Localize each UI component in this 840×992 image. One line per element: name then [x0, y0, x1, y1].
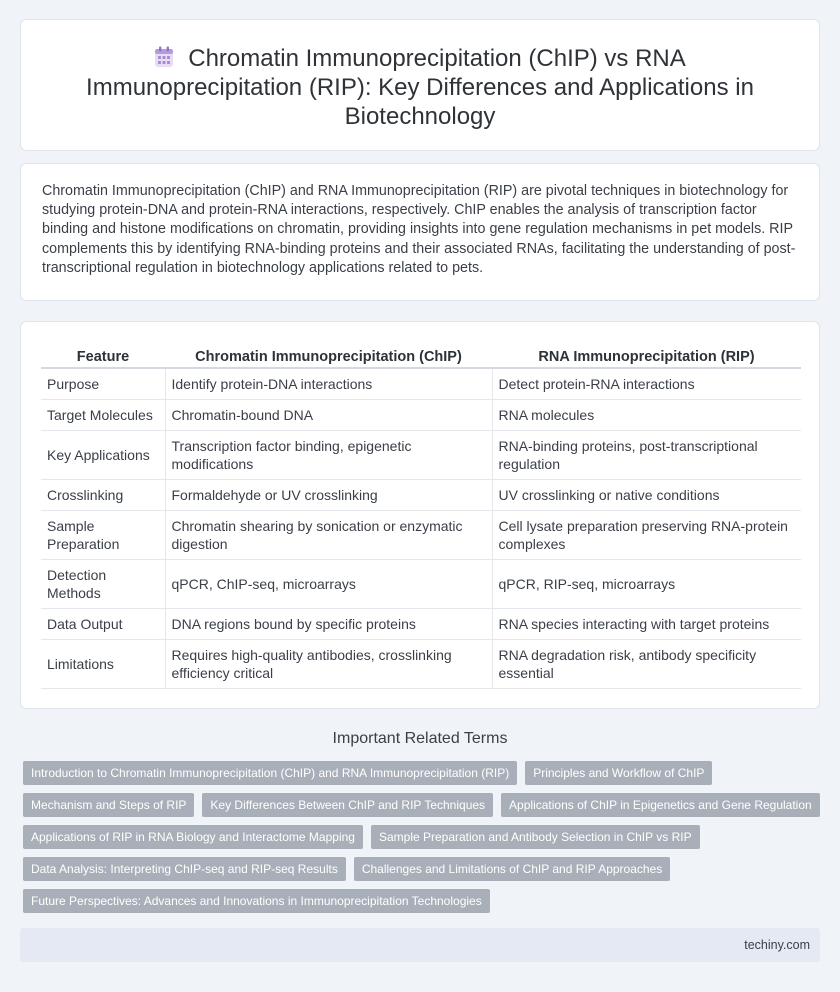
- intro-card: [20, 163, 820, 301]
- related-term-tag[interactable]: Mechanism and Steps of RIP: [23, 793, 194, 817]
- related-term-tag[interactable]: Sample Preparation and Antibody Selection in ChIP vs RIP: [371, 825, 700, 849]
- header-rip: RNA Immunoprecipitation (RIP): [492, 342, 801, 368]
- chip-cell: Chromatin shearing by sonication or enzymatic digestion: [165, 511, 492, 560]
- feature-cell: Sample Preparation: [41, 511, 165, 560]
- related-terms-list: [23, 761, 823, 913]
- rip-cell: RNA molecules: [492, 400, 801, 431]
- feature-cell: Limitations: [41, 640, 165, 689]
- chip-cell: Formaldehyde or UV crosslinking: [165, 480, 492, 511]
- rip-cell: RNA species interacting with target proteins: [492, 609, 801, 640]
- related-term-tag[interactable]: Data Analysis: Interpreting ChIP-seq and RIP-seq Results: [23, 857, 346, 881]
- rip-cell: RNA degradation risk, antibody specificity essential: [492, 640, 801, 689]
- rip-cell: RNA-binding proteins, post-transcriptional regulation: [492, 431, 801, 480]
- related-term-tag[interactable]: Applications of RIP in RNA Biology and Interactome Mapping: [23, 825, 363, 849]
- chip-cell: Identify protein-DNA interactions: [165, 368, 492, 400]
- footer-site-link[interactable]: techiny.com: [744, 938, 810, 952]
- comparison-table-card: [20, 321, 820, 709]
- header-feature: Feature: [41, 342, 165, 368]
- chip-cell: Chromatin-bound DNA: [165, 400, 492, 431]
- related-term-tag[interactable]: Key Differences Between ChIP and RIP Techniques: [202, 793, 493, 817]
- feature-cell: Key Applications: [41, 431, 165, 480]
- comparison-table: [41, 342, 801, 689]
- page-title: [61, 44, 779, 131]
- table-row: [41, 431, 801, 480]
- feature-cell: Purpose: [41, 368, 165, 400]
- related-term-tag[interactable]: Applications of ChIP in Epigenetics and Gene Regulation: [501, 793, 820, 817]
- feature-cell: Detection Methods: [41, 560, 165, 609]
- table-row: [41, 560, 801, 609]
- related-term-tag[interactable]: Challenges and Limitations of ChIP and RIP Approaches: [354, 857, 670, 881]
- title-card: [20, 19, 820, 151]
- feature-cell: Target Molecules: [41, 400, 165, 431]
- table-row: [41, 368, 801, 400]
- chip-cell: Transcription factor binding, epigenetic modifications: [165, 431, 492, 480]
- rip-cell: Detect protein-RNA interactions: [492, 368, 801, 400]
- feature-cell: Crosslinking: [41, 480, 165, 511]
- page-title-text: Chromatin Immunoprecipitation (ChIP) vs RNA Immunoprecipitation (RIP): Key Differences and Applications in Biotechnology: [86, 45, 754, 130]
- feature-cell: Data Output: [41, 609, 165, 640]
- rip-cell: qPCR, RIP-seq, microarrays: [492, 560, 801, 609]
- table-header-row: [41, 342, 801, 368]
- header-chip: Chromatin Immunoprecipitation (ChIP): [165, 342, 492, 368]
- table-row: [41, 480, 801, 511]
- intro-paragraph: Chromatin Immunoprecipitation (ChIP) and RNA Immunoprecipitation (RIP) are pivotal techniques in biotechnology for studying protein-DNA and protein-RNA interactions, respectively. ChIP enables the analysis of transcription factor binding and histone modifications on chromatin, providing insights into gene regulation mechanisms in pet models. RIP complements this by identifying RNA-binding proteins and their associated RNAs, facilitating the understanding of post-transcriptional regulation in biotechnology applications related to pets.: [42, 183, 796, 276]
- related-term-tag[interactable]: Future Perspectives: Advances and Innovations in Immunoprecipitation Technologies: [23, 889, 490, 913]
- chip-cell: Requires high-quality antibodies, crosslinking efficiency critical: [165, 640, 492, 689]
- rip-cell: UV crosslinking or native conditions: [492, 480, 801, 511]
- footer-bar: [20, 928, 820, 962]
- table-row: [41, 609, 801, 640]
- table-row: [41, 640, 801, 689]
- related-terms-heading: Important Related Terms: [332, 730, 508, 747]
- rip-cell: Cell lysate preparation preserving RNA-protein complexes: [492, 511, 801, 560]
- table-row: [41, 511, 801, 560]
- chip-cell: DNA regions bound by specific proteins: [165, 609, 492, 640]
- related-term-tag[interactable]: Principles and Workflow of ChIP: [525, 761, 712, 785]
- table-row: [41, 400, 801, 431]
- related-term-tag[interactable]: Introduction to Chromatin Immunoprecipitation (ChIP) and RNA Immunoprecipitation (RIP): [23, 761, 517, 785]
- calendar-icon: [154, 46, 174, 68]
- chip-cell: qPCR, ChIP-seq, microarrays: [165, 560, 492, 609]
